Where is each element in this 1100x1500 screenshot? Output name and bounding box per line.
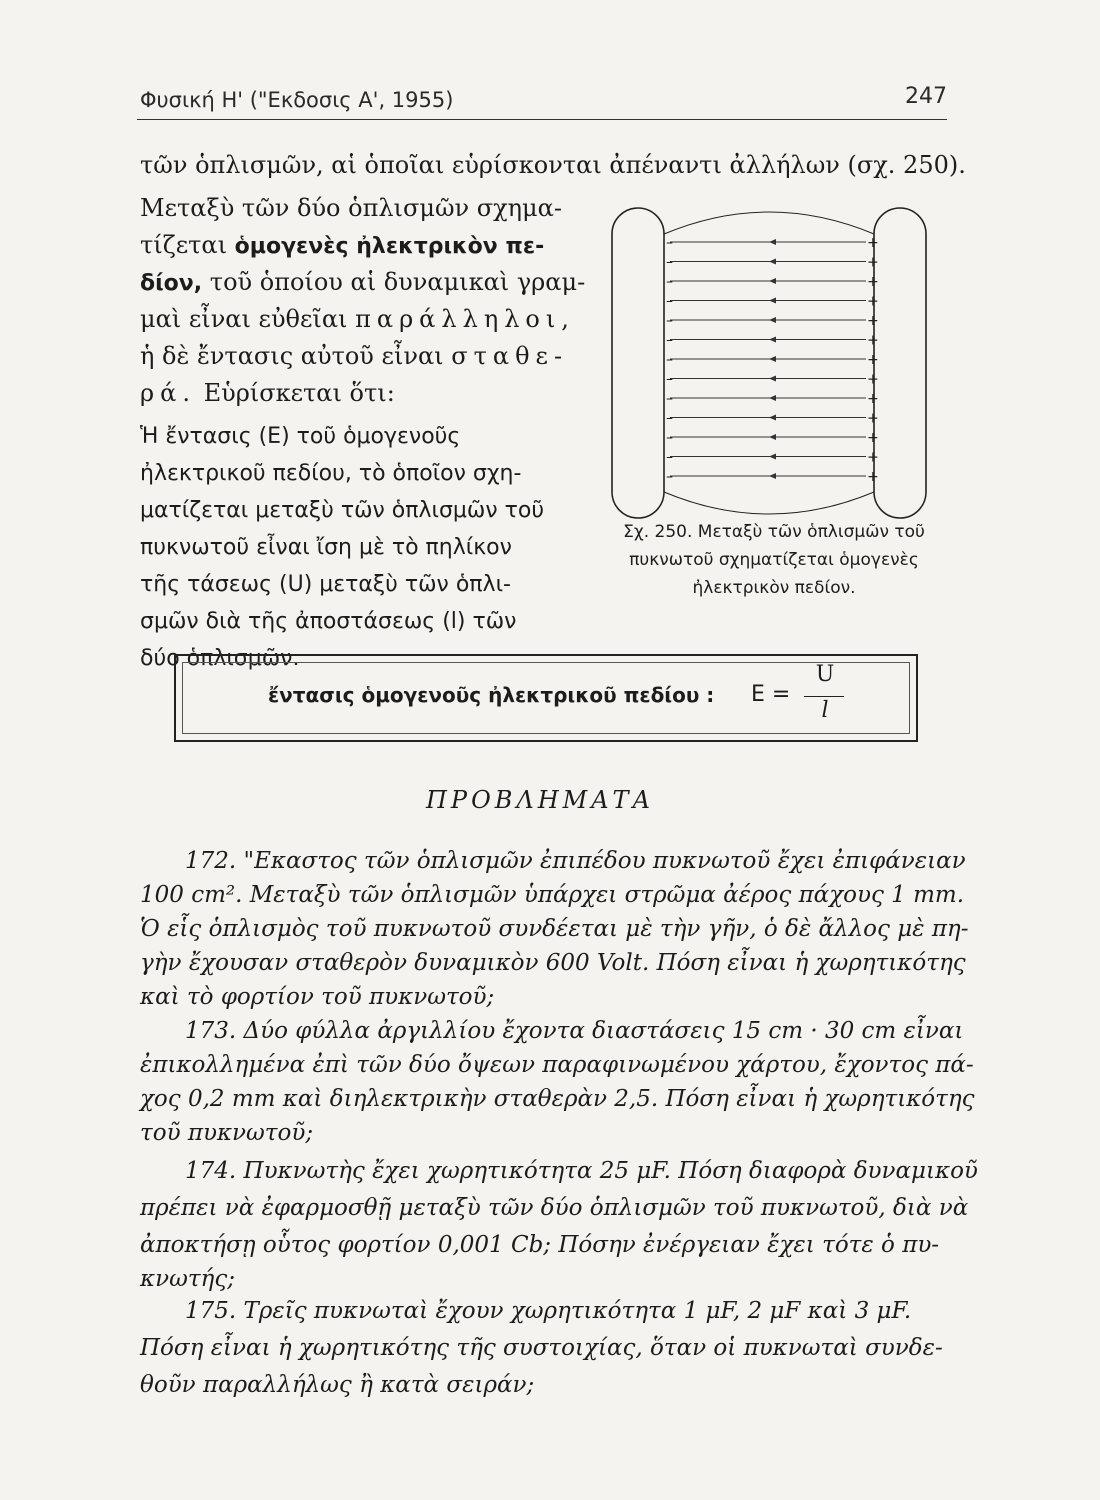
minus-sign: – bbox=[666, 469, 673, 485]
figure-caption-line-3: ἠλεκτρικὸν πεδίον. bbox=[692, 578, 856, 598]
intro-line-3-a: τίζεται bbox=[140, 231, 235, 259]
field-arrow bbox=[769, 376, 776, 382]
field-arrow bbox=[769, 239, 776, 245]
plus-sign: + bbox=[867, 449, 879, 466]
rule-line-2: ἠλεκτρικοῦ πεδίου, τὸ ὁποῖον σχη- bbox=[140, 461, 522, 486]
intro-term-homogeneous-field: ὁμογενὲς ἠλεκτρικὸν πε- bbox=[234, 234, 545, 259]
minus-sign: – bbox=[666, 410, 673, 427]
intro-line-3 bbox=[140, 230, 544, 262]
intro-line-1: τῶν ὁπλισμῶν, αἱ ὁποῖαι εὑρίσκονται ἀπέναντι ἀλλήλων (σχ. 250). bbox=[140, 151, 966, 179]
rule-line-4: πυκνωτοῦ εἶναι ἴση μὲ τὸ πηλίκον bbox=[140, 535, 512, 560]
formula-numerator: U bbox=[815, 662, 835, 687]
minus-sign: – bbox=[666, 449, 673, 466]
figure-caption-line-2: πυκνωτοῦ σχηματίζεται ὁμογενὲς bbox=[629, 550, 919, 570]
left-plate bbox=[612, 208, 664, 518]
field-arrow bbox=[769, 278, 776, 284]
field-arrow bbox=[769, 473, 776, 479]
plus-sign: + bbox=[867, 332, 879, 349]
fraction-bar bbox=[804, 696, 844, 697]
plus-sign: + bbox=[867, 410, 879, 427]
field-arrow bbox=[769, 454, 776, 460]
problem-175-line-1: 175. Τρεῖς πυκνωταὶ ἔχουν χωρητικότητα 1 μF, 2 μF καὶ 3 μF. bbox=[185, 1298, 912, 1324]
minus-sign: – bbox=[666, 352, 673, 368]
plus-sign: + bbox=[867, 352, 879, 368]
problem-172-line-5: καὶ τὸ φορτίον τοῦ πυκνωτοῦ; bbox=[140, 984, 495, 1010]
bottom-fringe-line bbox=[664, 492, 874, 514]
minus-sign: – bbox=[666, 391, 673, 407]
problems-title: ΠΡΟΒΛΗΜΑΤΑ bbox=[426, 786, 654, 814]
minus-sign: – bbox=[666, 274, 673, 290]
plus-sign: + bbox=[867, 469, 879, 485]
intro-line-6-a: ἡ δὲ ἔντασις αὐτοῦ εἶναι bbox=[140, 342, 452, 370]
field-arrow bbox=[769, 259, 776, 265]
field-arrow bbox=[769, 317, 776, 323]
problem-172-line-2: 100 cm². Μεταξὺ τῶν ὁπλισμῶν ὑπάρχει στρῶμα ἀέρος πάχους 1 mm. bbox=[140, 882, 965, 908]
intro-line-4 bbox=[140, 267, 585, 299]
field-lines bbox=[670, 239, 866, 479]
plus-sign: + bbox=[867, 430, 879, 446]
plus-sign: + bbox=[867, 313, 879, 329]
minus-sign: – bbox=[666, 254, 673, 271]
plus-signs bbox=[867, 235, 879, 485]
formula-label: ἔντασις ὁμογενοῦς ἠλεκτρικοῦ πεδίου : bbox=[268, 683, 715, 707]
plus-sign: + bbox=[867, 254, 879, 271]
minus-sign: – bbox=[666, 332, 673, 349]
problem-172-line-4: γὴν ἔχουσαν σταθερὸν δυναμικὸν 600 Volt. Πόση εἶναι ἡ χωρητικότης bbox=[140, 950, 966, 976]
intro-line-2: Μεταξὺ τῶν δύο ὁπλισμῶν σχημα- bbox=[140, 194, 562, 222]
intro-line-5 bbox=[140, 304, 575, 334]
intro-line-7-b: Εὑρίσκεται ὅτι: bbox=[195, 379, 395, 407]
field-arrow bbox=[769, 356, 776, 362]
plus-sign: + bbox=[867, 235, 879, 251]
intro-line-6 bbox=[140, 341, 568, 371]
rule-line-1: Ἡ ἔντασις (Ε) τοῦ ὁμογενοῦς bbox=[140, 424, 461, 449]
formula-box bbox=[174, 654, 918, 742]
minus-sign: – bbox=[666, 293, 673, 310]
field-arrow bbox=[769, 434, 776, 440]
minus-sign: – bbox=[666, 430, 673, 446]
problem-174-line-2: πρέπει νὰ ἐφαρμοσθῇ μεταξὺ τῶν δύο ὁπλισμῶν τοῦ πυκνωτοῦ, διὰ νὰ bbox=[140, 1195, 969, 1221]
header-rule bbox=[137, 119, 947, 120]
right-plate bbox=[874, 208, 926, 518]
rule-line-3: ματίζεται μεταξὺ τῶν ὁπλισμῶν τοῦ bbox=[140, 498, 545, 523]
problem-175-line-3: θοῦν παραλλήλως ἢ κατὰ σειράν; bbox=[140, 1372, 535, 1398]
running-title: Φυσική Η' ("Εκδοσις Α', 1955) bbox=[140, 88, 454, 112]
minus-signs bbox=[666, 235, 673, 485]
minus-sign: – bbox=[666, 313, 673, 329]
field-arrow bbox=[769, 298, 776, 304]
plus-sign: + bbox=[867, 293, 879, 310]
problem-173-line-1: 173. Δύο φύλλα ἀργιλλίου ἔχοντα διαστάσεις 15 cm · 30 cm εἶναι bbox=[185, 1018, 964, 1044]
intro-line-5-a: μαὶ εἶναι εὐθεῖαι bbox=[140, 305, 356, 333]
problem-172-line-1: 172. "Εκαστος τῶν ὁπλισμῶν ἐπιπέδου πυκνωτοῦ ἔχει ἐπιφάνειαν bbox=[185, 848, 966, 874]
plus-sign: + bbox=[867, 274, 879, 290]
problem-174-line-1: 174. Πυκνωτὴς ἔχει χωρητικότητα 25 μF. Πόση διαφορὰ δυναμικοῦ bbox=[185, 1158, 978, 1184]
intro-line-7 bbox=[140, 378, 395, 408]
intro-term-field: δίον, bbox=[140, 271, 203, 296]
minus-sign: – bbox=[666, 371, 673, 388]
formula-lhs: E = bbox=[751, 682, 791, 707]
problem-173-line-2: ἐπικολλημένα ἐπὶ τῶν δύο ὄψεων παραφινωμένου χάρτου, ἔχοντος πά- bbox=[140, 1052, 974, 1078]
minus-sign: – bbox=[666, 235, 673, 251]
plus-sign: + bbox=[867, 391, 879, 407]
problem-172-line-3: Ὁ εἷς ὁπλισμὸς τοῦ πυκνωτοῦ συνδέεται μὲ τὴν γῆν, ὁ δὲ ἄλλος μὲ πη- bbox=[140, 916, 969, 942]
figure-caption-line-1: Σχ. 250. Μεταξὺ τῶν ὁπλισμῶν τοῦ bbox=[623, 522, 925, 542]
intro-term-constant: σταθε- bbox=[451, 342, 569, 370]
problem-174-line-4: κνωτής; bbox=[140, 1266, 235, 1292]
intro-line-4-b: τοῦ ὁποίου αἱ δυναμικαὶ γραμ- bbox=[202, 268, 586, 296]
rule-line-7: δύο ὁπλισμῶν. bbox=[140, 646, 300, 671]
intro-line-7-a: ρά. bbox=[140, 379, 196, 407]
rule-line-6: σμῶν διὰ τῆς ἀποστάσεως (l) τῶν bbox=[140, 609, 517, 634]
problem-173-line-4: τοῦ πυκνωτοῦ; bbox=[140, 1120, 314, 1146]
page-number: 247 bbox=[905, 84, 947, 109]
plus-sign: + bbox=[867, 371, 879, 388]
problem-173-line-3: χος 0,2 mm καὶ διηλεκτρικὴν σταθερὰν 2,5. Πόση εἶναι ἡ χωρητικότης bbox=[140, 1086, 975, 1112]
field-arrow bbox=[769, 395, 776, 401]
top-fringe-line bbox=[664, 212, 874, 234]
formula-denominator: l bbox=[821, 698, 829, 723]
rule-line-5: τῆς τάσεως (U) μεταξὺ τῶν ὁπλι- bbox=[140, 572, 511, 597]
problem-174-line-3: ἀποκτήσῃ οὗτος φορτίον 0,001 Cb; Πόσην ἐνέργειαν ἔχει τότε ὁ πυ- bbox=[140, 1232, 940, 1258]
field-arrow bbox=[769, 415, 776, 421]
capacitor-field-diagram bbox=[604, 192, 944, 532]
problem-175-line-2: Πόση εἶναι ἡ χωρητικότης τῆς συστοιχίας, ὅταν οἱ πυκνωταὶ συνδε- bbox=[140, 1335, 943, 1361]
intro-term-parallel: παράλληλοι, bbox=[355, 305, 575, 333]
field-arrow bbox=[769, 337, 776, 343]
